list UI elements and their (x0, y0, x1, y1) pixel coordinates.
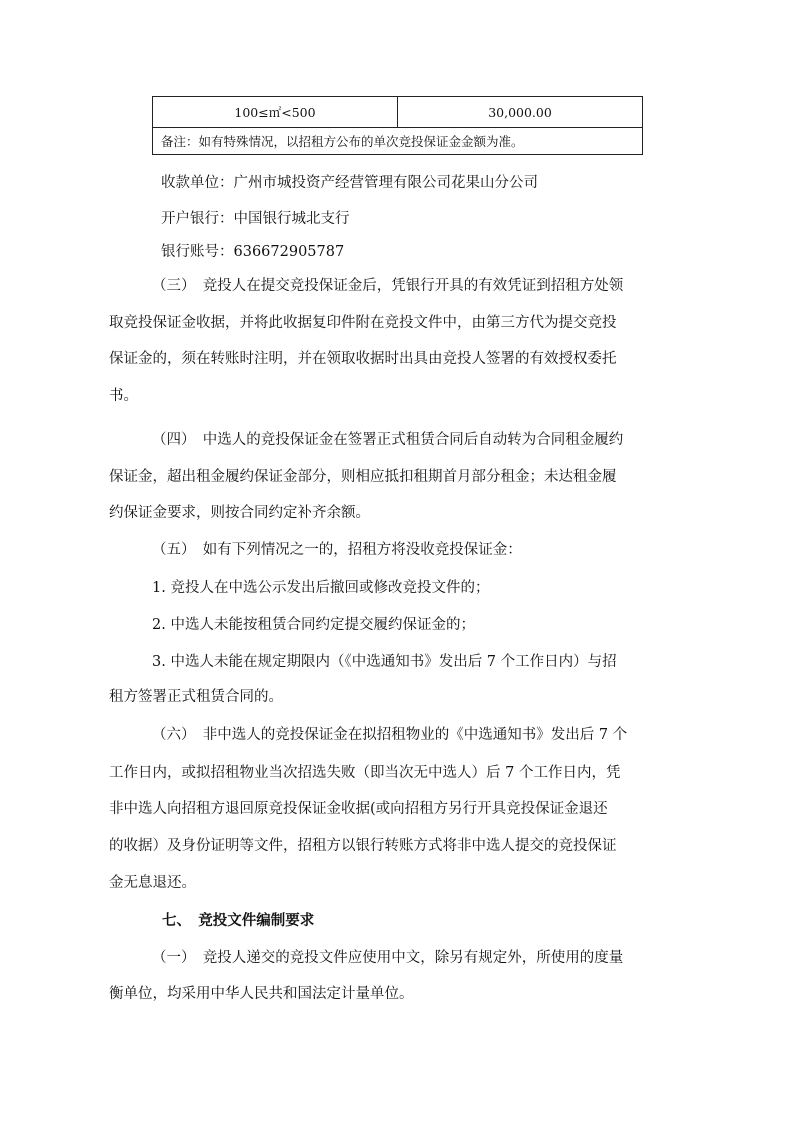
area-range-cell: 100≤㎡<500 (153, 97, 398, 128)
payee-unit: 收款单位：广州市城投资产经营管理有限公司花果山分公司 (161, 175, 538, 191)
section-5-item: 租方签署正式租赁合同的。 (109, 689, 283, 705)
section-6-line: （六） 非中选人的竞投保证金在拟招租物业的《中选通知书》发出后 7 个 (152, 727, 628, 743)
table-note-row (153, 128, 643, 155)
table-note: 备注：如有特殊情况，以招租方公布的单次竞投保证金金额为准。 (153, 128, 643, 155)
deposit-table (152, 96, 643, 155)
section-6-line: 工作日内，或拟招租物业当次招选失败（即当次无中选人）后 7 个工作日内，凭 (109, 765, 621, 781)
payee-account: 银行账号：636672905787 (161, 244, 345, 260)
payee-bank: 开户银行：中国银行城北支行 (161, 211, 350, 227)
section-3-line: 保证金的，须在转账时注明，并在领取收据时出具由竞投人签署的有效授权委托 (109, 351, 617, 367)
chapter-7-title: 七、 竞投文件编制要求 (162, 913, 315, 929)
table-row (153, 97, 643, 128)
section-6-line: 非中选人向招租方退回原竞投保证金收据(或向招租方另行开具竞投保证金退还 (109, 801, 608, 817)
section-3-line: （三） 竞投人在提交竞投保证金后，凭银行开具的有效凭证到招租方处领 (152, 278, 624, 294)
chapter-7-line: 衡单位，均采用中华人民共和国法定计量单位。 (109, 986, 414, 1002)
chapter-7-line: （一） 竞投人递交的竞投文件应使用中文，除另有规定外，所使用的度量 (152, 950, 624, 966)
section-5-item: 3. 中选人未能在规定期限内（《中选通知书》发出后 7 个工作日内）与招 (152, 654, 617, 670)
section-5-item: 1. 竞投人在中选公示发出后撤回或修改竞投文件的； (152, 580, 490, 596)
deposit-amount-cell: 30,000.00 (398, 97, 643, 128)
section-4-line: 约保证金要求，则按合同约定补齐余额。 (109, 505, 370, 521)
section-6-line: 金无息退还。 (109, 875, 196, 891)
section-3-line: 书。 (109, 388, 138, 404)
section-4-line: 保证金，超出租金履约保证金部分，则相应抵扣租期首月部分租金；未达租金履 (109, 469, 617, 485)
section-6-line: 的收据）及身份证明等文件，招租方以银行转账方式将非中选人提交的竞投保证 (109, 838, 617, 854)
section-3-line: 取竞投保证金收据，并将此收据复印件附在竞投文件中，由第三方代为提交竞投 (109, 315, 617, 331)
section-4-line: （四） 中选人的竞投保证金在签署正式租赁合同后自动转为合同租金履约 (152, 432, 624, 448)
section-5-intro: （五） 如有下列情况之一的，招租方将没收竞投保证金： (152, 542, 522, 558)
section-5-item: 2. 中选人未能按租赁合同约定提交履约保证金的； (152, 617, 475, 633)
